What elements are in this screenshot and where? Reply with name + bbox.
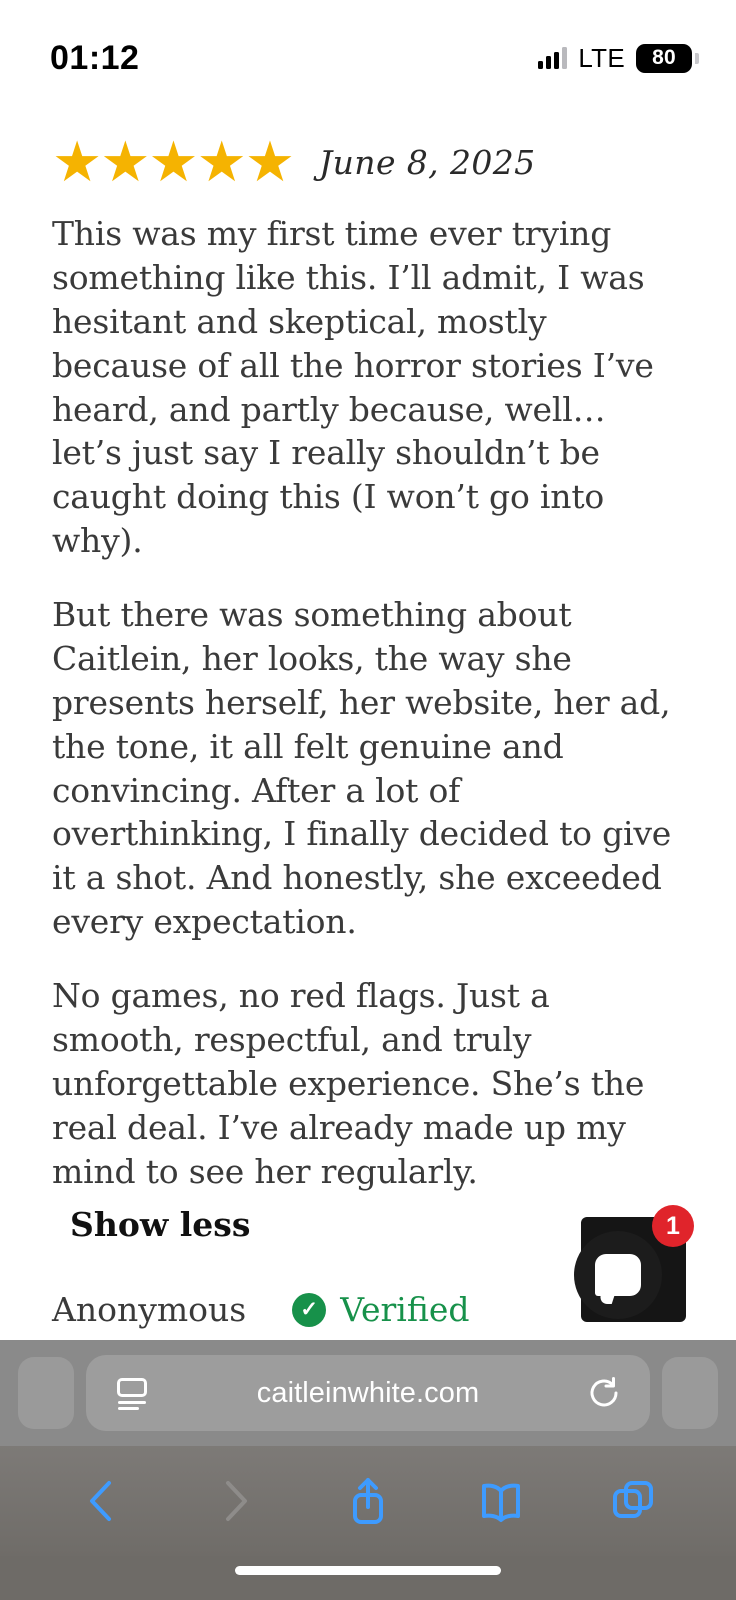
- book-icon[interactable]: [465, 1465, 537, 1537]
- tabs-icon[interactable]: [598, 1465, 670, 1537]
- signal-bars-icon: [538, 47, 567, 69]
- address-bar[interactable]: [86, 1355, 650, 1431]
- verified-badge-group: [292, 1290, 469, 1329]
- review-paragraph: This was my first time ever trying something like this. I’ll admit, I was hesitant and skeptical, mostly because of all the horror stories I’ve heard, and partly because, well… let’s just say I really shouldn’t be caught doing this (I won’t go into why).: [52, 214, 654, 561]
- reload-icon[interactable]: [586, 1375, 622, 1411]
- review-author: Anonymous: [52, 1290, 247, 1330]
- check-icon: ✓: [292, 1293, 326, 1327]
- carrier-label: LTE: [578, 42, 625, 73]
- next-tab-preview[interactable]: [662, 1357, 718, 1429]
- verified-label: Verified: [340, 1290, 470, 1330]
- browser-toolbar: [0, 1446, 736, 1556]
- review-content: [0, 104, 736, 1340]
- browser-chrome: [0, 1340, 736, 1600]
- rating-stars: ★★★★★: [52, 130, 294, 193]
- review-header: [52, 130, 682, 193]
- review-paragraph: No games, no red flags. Just a smooth, respectful, and truly unforgettable experience. She’s the real deal. I’ve already made up my mind to see her regularly.: [52, 976, 645, 1191]
- home-indicator[interactable]: [235, 1566, 501, 1575]
- show-less-button[interactable]: Show less: [70, 1205, 251, 1245]
- chat-widget-button[interactable]: [581, 1211, 686, 1322]
- chat-unread-badge: 1: [652, 1205, 694, 1247]
- review-date: June 8, 2025: [319, 142, 536, 182]
- text-size-aa-icon[interactable]: [114, 1378, 150, 1408]
- share-icon[interactable]: [332, 1465, 404, 1537]
- battery-level: 80: [652, 46, 676, 69]
- status-time: 01:12: [50, 38, 140, 77]
- status-indicators: [538, 31, 692, 74]
- chat-bubble-icon: [574, 1231, 662, 1319]
- review-paragraph: But there was something about Caitlein, her looks, the way she presents herself, her website, her ad, the tone, it all felt genuine and convincing. After a lot of overthinking, I finally decided to give it a shot. And honestly, she exceeded every expectation.: [52, 595, 672, 942]
- battery-icon: [636, 44, 692, 73]
- previous-tab-preview[interactable]: [18, 1357, 74, 1429]
- back-chevron-icon[interactable]: [66, 1465, 138, 1537]
- forward-chevron-icon: [199, 1465, 271, 1537]
- address-bar-row: [0, 1340, 736, 1446]
- status-bar: [0, 0, 736, 104]
- url-text: caitleinwhite.com: [256, 1376, 480, 1409]
- home-indicator-area: [0, 1556, 736, 1600]
- review-body: [52, 212, 682, 1193]
